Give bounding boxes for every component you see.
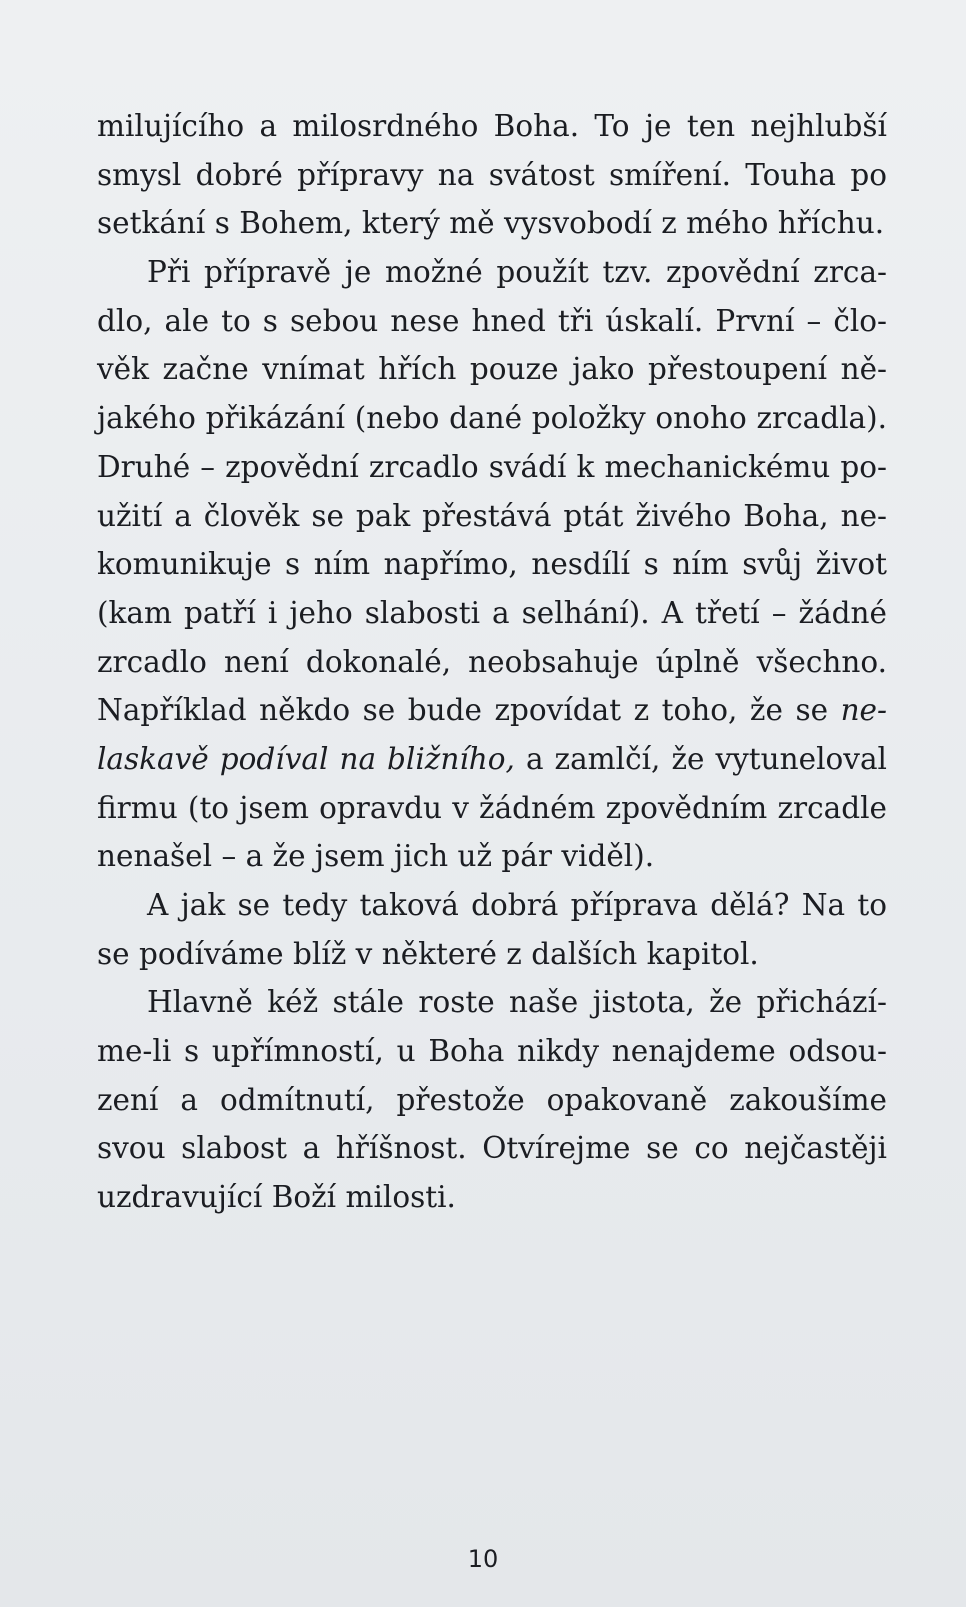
text-line: zení a odmítnutí, přestože opakovaně zakoušíme bbox=[97, 1082, 887, 1117]
text-line: Druhé – zpovědní zrcadlo svádí k mechanickému po- bbox=[97, 449, 887, 484]
emphasis-text: ne- bbox=[840, 693, 887, 728]
text-line bbox=[97, 735, 887, 784]
text-line-rest: a zamlčí, že vytuneloval bbox=[514, 741, 887, 776]
text-line: uzdravující Boží milosti. bbox=[97, 1180, 456, 1215]
text-line: smysl dobré přípravy na svátost smíření. Touha po bbox=[97, 157, 887, 192]
text-line bbox=[97, 686, 887, 735]
text-line: nenašel – a že jsem jich už pár viděl). bbox=[97, 839, 655, 874]
text-line: věk začne vnímat hřích pouze jako přestoupení ně- bbox=[97, 352, 887, 387]
text-line: Hlavně kéž stále roste naše jistota, že přichází- bbox=[147, 985, 887, 1020]
text-line: komunikuje s ním napřímo, nesdílí s ním svůj život bbox=[97, 547, 887, 582]
text-line: zrcadlo není dokonalé, neobsahuje úplně všechno. bbox=[97, 644, 887, 679]
text-line: (kam patří i jeho slabosti a selhání). A třetí – žádné bbox=[97, 595, 887, 630]
text-line: svou slabost a hříšnost. Otvírejme se co nejčastěji bbox=[97, 1131, 887, 1166]
text-line: dlo, ale to s sebou nese hned tři úskalí. První – člo- bbox=[97, 303, 887, 338]
text-line-start: Například někdo se bude zpovídat z toho, že se bbox=[97, 693, 841, 728]
text-line: setkání s Bohem, který mě vysvobodí z mého hříchu. bbox=[97, 206, 885, 241]
text-line: A jak se tedy taková dobrá příprava dělá? Na to bbox=[147, 888, 887, 922]
text-line: užití a člověk se pak přestává ptát živého Boha, ne- bbox=[97, 498, 887, 533]
text-line: jakého přikázání (nebo dané položky onoho zrcadla). bbox=[97, 401, 887, 436]
text-line: Při přípravě je možné použít tzv. zpovědní zrca- bbox=[147, 255, 887, 290]
text-line: firmu (to jsem opravdu v žádném zpovědním zrcadle bbox=[97, 790, 887, 825]
page-number: 10 bbox=[467, 1545, 499, 1573]
body-text bbox=[97, 102, 887, 1222]
emphasis-text: laskavě podíval na bližního, bbox=[97, 741, 515, 776]
text-line: se podíváme blíž v některé z dalších kapitol. bbox=[97, 936, 759, 971]
text-line: me-li s upřímností, u Boha nikdy nenajdeme odsou- bbox=[97, 1034, 887, 1069]
text-line: milujícího a milosrdného Boha. To je ten nejhlubší bbox=[97, 109, 887, 143]
